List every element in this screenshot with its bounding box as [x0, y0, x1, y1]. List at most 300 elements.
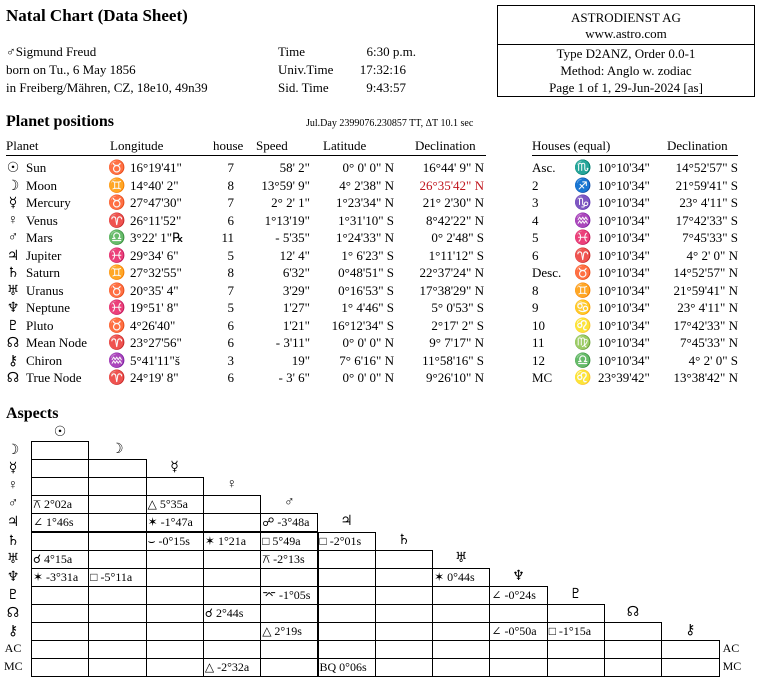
house-sign-icon: ♐ — [574, 178, 592, 194]
house-label: 11 — [532, 335, 545, 350]
planet-glyph-icon: ♄ — [6, 266, 20, 281]
aspect-entry: ✶ 0°44s — [434, 569, 475, 584]
planet-name: Moon — [26, 177, 58, 193]
aspect-col-glyph-icon: ⚷ — [685, 623, 696, 638]
planet-longitude: 4°26'40" — [130, 317, 176, 333]
houses-header-rule — [532, 155, 738, 156]
aspect-cell — [88, 495, 146, 514]
planet-longitude: 23°27'56" — [130, 335, 182, 350]
planet-glyph-icon: ☽ — [6, 178, 20, 194]
planet-glyph-icon: ☊ — [6, 371, 20, 386]
house-label: 4 — [532, 212, 539, 228]
planet-house: 7 — [227, 282, 234, 298]
house-declination: 17°42'33" S — [675, 212, 738, 228]
sign-glyph-icon: ♉ — [108, 161, 126, 176]
planet-speed: - 5'35" — [275, 230, 310, 245]
house-position: 10°10'34" — [598, 195, 650, 210]
aspect-row-glyph-icon: ⚷ — [7, 624, 19, 639]
aspect-col-glyph-icon: ♂ — [283, 495, 295, 511]
house-position: 23°39'42" — [598, 370, 650, 385]
aspect-cell — [31, 477, 89, 496]
planet-speed: 6'32" — [282, 265, 310, 280]
aspect-cell — [489, 658, 547, 677]
sign-glyph-icon: ♈ — [108, 336, 126, 351]
aspect-cell — [88, 550, 146, 569]
julian-day: Jul.Day 2399076.230857 TT, ΔT 10.1 sec — [306, 118, 474, 129]
aspect-cell — [318, 640, 376, 659]
planet-glyph-icon: ♃ — [6, 248, 20, 264]
aspect-cell — [146, 658, 204, 677]
planet-speed: 12' 4" — [279, 247, 310, 263]
aspect-cell — [31, 640, 89, 659]
planet-name: Chiron — [26, 352, 63, 368]
aspect-cell — [375, 658, 433, 677]
box-divider — [498, 44, 754, 45]
planet-house: 7 — [227, 160, 234, 175]
aspect-entry: ⚻ -2°13s — [262, 551, 305, 566]
aspect-cell — [88, 513, 146, 532]
planet-declination: 21° 2'30" N — [422, 195, 484, 210]
publisher-info-box — [497, 5, 755, 97]
house-label: 5 — [532, 230, 539, 245]
house-declination: 21°59'41" N — [673, 282, 738, 298]
aspect-entry: △ 5°35a — [147, 497, 188, 512]
house-declination: 4° 2' 0" S — [688, 352, 738, 368]
house-sign-icon: ♉ — [574, 266, 592, 281]
planet-speed: 1°13'19" — [264, 212, 310, 228]
planet-longitude: 27°32'55" — [130, 265, 182, 280]
planet-latitude: 1°24'33" N — [336, 230, 394, 245]
planet-speed: 19" — [291, 352, 310, 368]
col-header-latitude: Latitude — [323, 138, 367, 153]
planet-glyph-icon: ♆ — [6, 301, 20, 316]
col-header-declination: Declination — [415, 138, 476, 153]
planet-longitude: 16°19'41" — [130, 160, 182, 175]
aspect-cell — [146, 477, 204, 496]
page-title: Natal Chart (Data Sheet) — [6, 6, 188, 25]
aspect-row-glyph-icon: ♀ — [7, 478, 19, 494]
planet-speed: 2° 2' 1" — [271, 195, 310, 210]
house-sign-icon: ♊ — [574, 283, 592, 299]
aspect-row-glyph-icon: ♅ — [6, 551, 20, 567]
houses-decl-header: Declination — [667, 138, 728, 153]
aspect-cell — [146, 568, 204, 587]
sign-glyph-icon: ♎ — [108, 231, 126, 246]
house-label: 3 — [532, 195, 539, 210]
planet-latitude: 1°31'10" S — [338, 212, 394, 228]
aspect-col-glyph-icon: ♇ — [569, 586, 582, 602]
house-declination: 13°38'42" N — [673, 370, 738, 385]
aspect-col-glyph-icon: ♄ — [397, 532, 411, 548]
house-declination: 17°42'33" N — [673, 317, 738, 333]
aspect-row-glyph-icon: MC — [4, 659, 23, 674]
aspect-cell — [318, 622, 376, 641]
aspect-cell — [146, 604, 204, 623]
planet-name: Mercury — [26, 195, 71, 210]
aspect-cell — [547, 658, 605, 677]
planet-name: Uranus — [26, 282, 64, 298]
aspect-col-glyph-icon: ♀ — [226, 477, 238, 493]
house-declination: 14°52'57" S — [675, 160, 738, 175]
aspect-cell — [432, 586, 490, 605]
planet-name: Pluto — [26, 317, 54, 333]
planet-glyph-icon: ☿ — [8, 196, 18, 211]
publisher-url: www.astro.com — [585, 26, 667, 41]
aspect-cell — [260, 640, 318, 659]
aspect-cell — [604, 640, 662, 659]
aspect-cell — [146, 640, 204, 659]
aspect-cell — [547, 640, 605, 659]
planet-speed: - 3'11" — [275, 335, 310, 350]
aspect-row-glyph-icon: AC — [4, 641, 22, 656]
planet-house: 8 — [227, 177, 234, 193]
house-sign-icon: ♍ — [574, 336, 592, 351]
aspect-entry: □ -1°15a — [548, 624, 592, 638]
aspect-entry: ☌ 4°15a — [33, 551, 73, 566]
aspect-cell — [203, 495, 261, 514]
planet-speed: 58' 2" — [279, 160, 310, 175]
sign-glyph-icon: ♉ — [108, 196, 126, 211]
aspect-cell — [31, 658, 89, 677]
planet-longitude: 14°40' 2" — [130, 177, 179, 193]
planet-latitude: 4° 2'38" N — [339, 177, 394, 193]
aspect-cell — [88, 604, 146, 623]
planet-name: Neptune — [26, 300, 71, 315]
aspect-cell — [604, 622, 662, 641]
planet-latitude: 1° 6'23" S — [341, 247, 394, 263]
house-declination: 14°52'57" N — [673, 265, 738, 280]
aspect-cell — [203, 586, 261, 605]
aspect-row-glyph-icon: ♆ — [6, 569, 20, 585]
univ-time-value: 17:32:16 — [359, 62, 406, 77]
planet-positions-heading: Planet positions — [6, 113, 115, 130]
house-declination: 23° 4'11" N — [677, 300, 738, 315]
planet-declination: 9° 7'17" N — [429, 335, 484, 350]
house-sign-icon: ♑ — [574, 196, 592, 211]
aspect-cell — [375, 586, 433, 605]
house-sign-icon: ♋ — [574, 301, 592, 316]
aspect-entry: ✶ -1°47a — [147, 515, 193, 530]
page-info: Page 1 of 1, 29-Jun-2024 [as] — [549, 80, 703, 95]
houses-header: Houses (equal) — [532, 138, 611, 153]
aspect-cell — [318, 604, 376, 623]
aspect-cell — [260, 568, 318, 587]
house-position: 10°10'34" — [598, 335, 650, 350]
aspect-cell — [375, 640, 433, 659]
house-declination: 4° 2' 0" N — [686, 247, 738, 263]
planet-latitude: 7° 6'16" N — [339, 352, 394, 368]
aspect-col-glyph-icon: ☽ — [111, 442, 124, 457]
planet-declination: 22°37'24" N — [419, 265, 484, 280]
planet-glyph-icon: ☊ — [6, 336, 20, 351]
aspect-cell — [88, 477, 146, 496]
house-declination: 21°59'41" S — [675, 177, 738, 193]
house-declination: 7°45'33" S — [682, 230, 738, 245]
aspect-cell — [203, 550, 261, 569]
planet-longitude: 24°19' 8" — [130, 370, 179, 385]
sid-time-value: 9:43:57 — [366, 80, 406, 95]
planet-longitude: 5°41'11"š — [130, 352, 180, 368]
aspect-cell — [260, 604, 318, 623]
house-label: 6 — [532, 247, 539, 263]
planet-glyph-icon: ♂ — [7, 230, 19, 245]
aspect-row-glyph-icon: ♃ — [6, 515, 20, 531]
planet-name: True Node — [26, 370, 82, 385]
planet-house: 8 — [227, 265, 234, 280]
planet-glyph-icon: ♅ — [6, 283, 20, 299]
aspect-row-glyph-icon: ☊ — [6, 605, 20, 621]
planet-declination: 2°17' 2" S — [431, 317, 484, 333]
aspect-cell — [432, 640, 490, 659]
house-label: 2 — [532, 177, 539, 193]
aspect-cell — [203, 640, 261, 659]
aspect-entry: ⌣ -0°15s — [147, 533, 190, 548]
aspect-entry: ⌤ -1°05s — [262, 587, 311, 602]
planet-latitude: 0°48'51" S — [338, 265, 394, 280]
birth-place: in Freiberg/Mähren, CZ, 18e10, 49n39 — [6, 80, 208, 95]
aspect-cell — [203, 622, 261, 641]
aspect-cell — [88, 622, 146, 641]
planet-longitude: 20°35' 4" — [130, 282, 179, 298]
col-header-speed: Speed — [256, 138, 288, 153]
planet-glyph-icon: ☉ — [6, 161, 20, 176]
planet-name: Sun — [26, 160, 47, 175]
house-position: 10°10'34" — [598, 300, 650, 315]
person-name: ♂Sigmund Freud — [6, 44, 97, 59]
aspect-entry: ∠ -0°24s — [491, 587, 536, 602]
planet-declination: 17°38'29" N — [419, 282, 484, 298]
aspect-cell — [203, 568, 261, 587]
planet-house: 6 — [227, 317, 234, 333]
sign-glyph-icon: ♓ — [108, 301, 126, 316]
planet-longitude: 3°22' 1"℞ — [130, 230, 184, 245]
sign-glyph-icon: ♈ — [108, 371, 126, 386]
aspect-cell — [31, 441, 89, 460]
aspect-entry: ⚻ 2°02a — [33, 497, 73, 512]
house-position: 10°10'34" — [598, 230, 650, 245]
aspect-entry: ∠ -0°50a — [491, 624, 537, 638]
planet-declination: 11°58'16" S — [422, 352, 484, 368]
aspect-row-glyph-icon: ☿ — [8, 461, 18, 477]
house-label: 12 — [532, 352, 545, 368]
aspect-cell — [31, 532, 89, 551]
aspect-cell — [375, 568, 433, 587]
aspect-row-glyph-icon: ♇ — [6, 587, 20, 603]
birth-date: born on Tu., 6 May 1856 — [6, 62, 136, 77]
aspect-entry: □ 5°49a — [262, 533, 301, 548]
aspect-col-glyph-icon: ☉ — [53, 425, 67, 440]
aspect-cell — [318, 568, 376, 587]
aspect-right-label: AC — [722, 641, 740, 656]
planet-latitude: 1°23'34" N — [336, 195, 394, 210]
aspect-cell — [489, 604, 547, 623]
house-label: Asc. — [532, 160, 556, 175]
aspect-cell — [146, 586, 204, 605]
sign-glyph-icon: ♉ — [108, 318, 126, 334]
planet-declination: 0° 2'48" S — [431, 230, 484, 245]
chart-method: Method: Anglo w. zodiac — [560, 63, 692, 78]
planet-house: 11 — [221, 230, 234, 245]
planet-header-rule — [6, 155, 486, 156]
house-position: 10°10'34" — [598, 265, 650, 280]
house-position: 10°10'34" — [598, 352, 650, 368]
aspect-entry: ☌ 2°44s — [204, 605, 244, 620]
aspects-heading: Aspects — [6, 405, 59, 422]
aspect-entry: BQ 0°06s — [319, 660, 367, 675]
planet-speed: 3'29" — [282, 282, 310, 298]
sign-glyph-icon: ♈ — [108, 213, 126, 229]
planet-speed: - 3' 6" — [278, 370, 310, 385]
house-label: 10 — [532, 317, 545, 333]
planet-latitude: 16°12'34" S — [331, 317, 394, 333]
univ-time-label: Univ.Time — [278, 62, 334, 77]
planet-name: Mean Node — [26, 335, 88, 350]
aspect-cell — [31, 604, 89, 623]
planet-house: 6 — [227, 335, 234, 350]
aspect-cell — [203, 513, 261, 532]
aspect-cell — [88, 658, 146, 677]
house-position: 10°10'34" — [598, 282, 650, 298]
planet-longitude: 19°51' 8" — [130, 300, 179, 315]
planet-latitude: 0° 0' 0" N — [342, 335, 394, 350]
house-sign-icon: ♏ — [574, 161, 592, 176]
aspect-cell — [375, 604, 433, 623]
planet-name: Jupiter — [26, 247, 62, 263]
chart-type: Type D2ANZ, Order 0.0-1 — [556, 46, 696, 61]
house-position: 10°10'34" — [598, 177, 650, 193]
aspect-cell — [146, 550, 204, 569]
aspect-cell — [31, 459, 89, 478]
house-label: 9 — [532, 300, 539, 315]
aspect-col-glyph-icon: ☊ — [626, 604, 640, 620]
aspect-cell — [146, 622, 204, 641]
aspect-cell — [31, 586, 89, 605]
planet-declination: 26°35'42" N — [419, 177, 484, 193]
planet-speed: 1'27" — [282, 300, 310, 315]
planet-declination: 1°11'12" S — [428, 247, 484, 263]
planet-longitude: 26°11'52" — [130, 212, 182, 228]
aspect-cell — [88, 459, 146, 478]
house-sign-icon: ♓ — [574, 231, 592, 246]
aspect-row-glyph-icon: ♄ — [6, 533, 20, 549]
house-sign-icon: ♒ — [574, 213, 592, 229]
planet-glyph-icon: ♀ — [7, 212, 19, 228]
planet-house: 3 — [227, 352, 234, 368]
house-declination: 23° 4'11" S — [679, 195, 738, 210]
planet-declination: 9°26'10" N — [426, 370, 484, 385]
planet-name: Mars — [26, 230, 53, 245]
planet-name: Saturn — [26, 265, 60, 280]
planet-name: Venus — [26, 212, 58, 228]
house-position: 10°10'34" — [598, 160, 650, 175]
planet-declination: 5° 0'53" S — [431, 300, 484, 315]
aspect-cell — [375, 622, 433, 641]
aspect-row-glyph-icon: ☽ — [6, 443, 20, 458]
aspect-entry: △ 2°19s — [262, 624, 302, 638]
aspect-cell — [604, 658, 662, 677]
publisher-name: ASTRODIENST AG — [571, 10, 681, 25]
col-header-planet: Planet — [6, 138, 39, 153]
aspect-cell — [661, 658, 719, 677]
planet-house: 6 — [227, 370, 234, 385]
planet-house: 7 — [227, 195, 234, 210]
aspect-row-glyph-icon: ♂ — [7, 496, 19, 512]
planet-speed: 13°59' 9" — [261, 177, 310, 193]
house-declination: 7°45'33" N — [680, 335, 738, 350]
planet-latitude: 1° 4'46" S — [341, 300, 394, 315]
house-label: Desc. — [532, 265, 562, 280]
aspect-entry: □ -5°11a — [90, 569, 133, 584]
house-label: 8 — [532, 282, 539, 298]
planet-latitude: 0° 0' 0" N — [342, 370, 394, 385]
planet-glyph-icon: ⚷ — [7, 353, 19, 369]
house-sign-icon: ♌ — [574, 318, 592, 334]
house-position: 10°10'34" — [598, 212, 650, 228]
planet-speed: 1'21" — [282, 317, 310, 333]
sign-glyph-icon: ♉ — [108, 283, 126, 299]
aspect-cell — [661, 640, 719, 659]
planet-house: 5 — [227, 300, 234, 315]
sid-time-label: Sid. Time — [278, 80, 329, 95]
aspect-cell — [547, 604, 605, 623]
aspect-entry: △ -2°32a — [204, 660, 250, 675]
planet-glyph-icon: ♇ — [6, 318, 20, 334]
col-header-house: house — [213, 138, 244, 153]
house-position: 10°10'34" — [598, 317, 650, 333]
aspect-col-glyph-icon: ☿ — [170, 460, 179, 476]
sign-glyph-icon: ♊ — [108, 266, 126, 281]
aspect-cell — [88, 532, 146, 551]
aspect-entry: ∠ 1°46s — [33, 515, 74, 530]
house-sign-icon: ♎ — [574, 353, 592, 369]
time-value: 6:30 p.m. — [366, 44, 416, 59]
house-label: MC — [532, 370, 553, 385]
planet-declination: 16°44' 9" N — [422, 160, 484, 175]
planet-latitude: 0°16'53" S — [338, 282, 394, 298]
aspect-entry: ✶ -3°31a — [33, 569, 79, 584]
aspect-cell — [432, 658, 490, 677]
aspect-entry: □ -2°01s — [319, 533, 362, 548]
planet-longitude: 29°34' 6" — [130, 247, 179, 263]
aspect-cell — [489, 640, 547, 659]
planet-longitude: 27°47'30" — [130, 195, 182, 210]
planet-house: 5 — [227, 247, 234, 263]
aspect-cell — [432, 604, 490, 623]
aspect-right-label: MC — [722, 659, 742, 674]
aspect-entry: ☍ -3°48a — [262, 515, 310, 530]
aspect-col-glyph-icon: ♃ — [340, 514, 353, 530]
house-sign-icon: ♌ — [574, 371, 592, 386]
time-label: Time — [278, 44, 305, 59]
aspect-cell — [31, 622, 89, 641]
house-position: 10°10'34" — [598, 247, 650, 263]
aspect-cell — [88, 640, 146, 659]
sign-glyph-icon: ♊ — [108, 178, 126, 194]
aspect-cell — [260, 658, 318, 677]
aspect-cell — [375, 550, 433, 569]
sign-glyph-icon: ♓ — [108, 248, 126, 264]
aspect-col-glyph-icon: ♆ — [512, 568, 525, 584]
aspect-col-glyph-icon: ♅ — [454, 550, 468, 566]
col-header-longitude: Longitude — [110, 138, 164, 153]
aspect-entry: ✶ 1°21a — [204, 533, 247, 548]
sign-glyph-icon: ♒ — [108, 353, 126, 369]
aspect-cell — [318, 586, 376, 605]
planet-house: 6 — [227, 212, 234, 228]
aspect-cell — [432, 622, 490, 641]
aspect-cell — [88, 586, 146, 605]
planet-declination: 8°42'22" N — [426, 212, 484, 228]
